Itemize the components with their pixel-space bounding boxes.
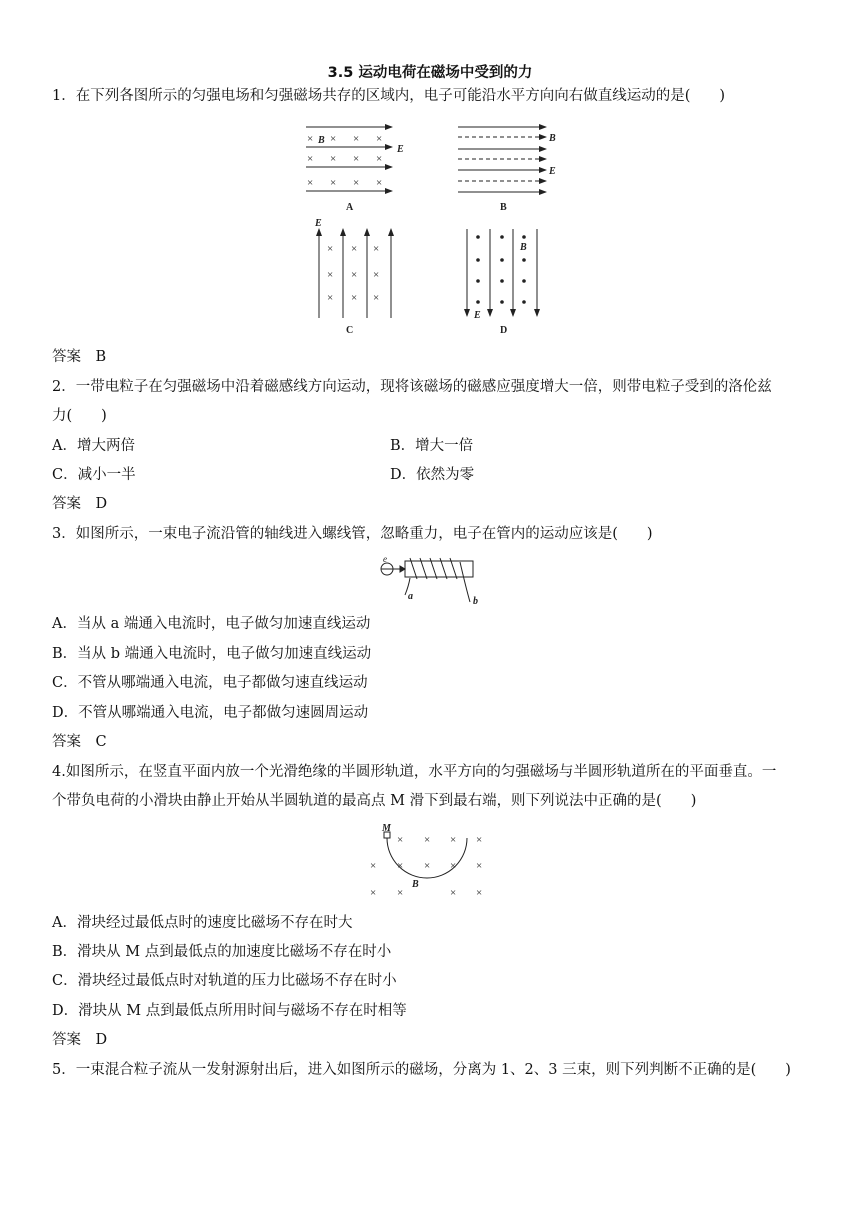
question-2-option-c: C．减小一半: [52, 467, 136, 483]
fig-4-label-b: B: [412, 879, 419, 890]
question-1-answer: 答案 B: [52, 349, 107, 365]
svg-text:×: ×: [450, 834, 457, 846]
svg-text:×: ×: [397, 887, 404, 899]
svg-text:×: ×: [353, 153, 360, 165]
svg-text:×: ×: [397, 834, 404, 846]
svg-text:×: ×: [376, 177, 383, 189]
question-5-stem: 5．一束混合粒子流从一发射源射出后，进入如图所示的磁场，分离为 1、2、3 三束，则下列判断不正确的是( ): [52, 1062, 791, 1078]
svg-text:×: ×: [370, 860, 377, 872]
svg-text:×: ×: [476, 887, 483, 899]
question-2-stem-line-2: 力( ): [52, 408, 107, 424]
question-2-option-d: D．依然为零: [390, 467, 475, 483]
fig-d-symbol-b: B: [520, 242, 527, 253]
svg-text:×: ×: [376, 133, 383, 145]
question-4-option-d: D．滑块从 M 点到最低点所用时间与磁场不存在时相等: [52, 1003, 407, 1019]
fig-3-label-e: e: [383, 554, 387, 564]
question-4-answer: 答案 D: [52, 1032, 108, 1048]
question-1-figures: [0, 115, 860, 345]
fig-c-label: C: [346, 325, 354, 336]
svg-text:×: ×: [424, 834, 431, 846]
svg-text:×: ×: [351, 269, 358, 281]
question-2-stem-line-1: 2．一带电粒子在匀强磁场中沿着磁感线方向运动，现将该磁场的磁感应强度增大一倍，则带电粒子受到的洛伦兹: [52, 379, 772, 395]
fig-a-symbol-e: E: [397, 144, 404, 155]
svg-text:×: ×: [307, 177, 314, 189]
fig-3-label-a: a: [408, 591, 413, 602]
fig-c-symbol-e: E: [315, 218, 322, 229]
svg-text:×: ×: [307, 153, 314, 165]
svg-text:×: ×: [327, 243, 334, 255]
svg-text:×: ×: [330, 153, 337, 165]
question-4-stem-line-1: 4.如图所示，在竖直平面内放一个光滑绝缘的半圆形轨道，水平方向的匀强磁场与半圆形轨道所在的平面垂直。一: [52, 764, 777, 780]
fig-b-symbol-b: B: [549, 133, 556, 144]
question-4-stem-line-2: 个带负电荷的小滑块由静止开始从半圆轨道的最高点 M 滑下到最右端，则下列说法中正确的是( ): [52, 793, 697, 809]
question-3-option-b: B．当从 b 端通入电流时，电子做匀加速直线运动: [52, 646, 372, 662]
fig-b-label: B: [500, 202, 507, 213]
svg-text:×: ×: [351, 243, 358, 255]
svg-text:×: ×: [327, 292, 334, 304]
fig-3-label-b: b: [473, 596, 478, 607]
fig-a-symbol-b: B: [318, 135, 325, 146]
figure-b: [458, 127, 546, 192]
question-3-solenoid-figure: [0, 553, 860, 609]
fig-d-label: D: [500, 325, 508, 336]
svg-text:×: ×: [370, 887, 377, 899]
question-3-option-c: C．不管从哪端通入电流，电子都做匀速直线运动: [52, 675, 368, 691]
svg-text:×: ×: [373, 269, 380, 281]
question-3-answer: 答案 C: [52, 734, 107, 750]
question-3-option-a: A．当从 a 端通入电流时，电子做匀加速直线运动: [52, 616, 371, 632]
svg-text:×: ×: [330, 177, 337, 189]
question-2-option-b: B．增大一倍: [390, 438, 474, 454]
question-3-stem: 3．如图所示，一束电子流沿管的轴线进入螺线管，忽略重力，电子在管内的运动应该是( ): [52, 526, 653, 542]
question-4-option-a: A．滑块经过最低点时的速度比磁场不存在时大: [52, 915, 353, 931]
fig-a-label: A: [346, 202, 354, 213]
svg-text:×: ×: [476, 860, 483, 872]
fig-4-label-m: M: [382, 823, 391, 834]
svg-text:×: ×: [353, 133, 360, 145]
question-4-semicircle-figure: [0, 818, 860, 900]
question-4-option-c: C．滑块经过最低点时对轨道的压力比磁场不存在时小: [52, 973, 397, 989]
svg-text:×: ×: [373, 292, 380, 304]
svg-text:×: ×: [424, 860, 431, 872]
question-4-option-b: B．滑块从 M 点到最低点的加速度比磁场不存在时小: [52, 944, 392, 960]
question-3-option-d: D．不管从哪端通入电流，电子都做匀速圆周运动: [52, 705, 369, 721]
svg-text:×: ×: [450, 860, 457, 872]
svg-text:×: ×: [330, 133, 337, 145]
svg-text:×: ×: [327, 269, 334, 281]
page-title: 3.5 运动电荷在磁场中受到的力: [327, 65, 533, 81]
question-2-answer: 答案 D: [52, 496, 108, 512]
svg-text:×: ×: [373, 243, 380, 255]
svg-text:×: ×: [476, 834, 483, 846]
fig-d-symbol-e: E: [474, 310, 481, 321]
svg-text:×: ×: [376, 153, 383, 165]
svg-text:×: ×: [397, 860, 404, 872]
fig-b-symbol-e: E: [549, 166, 556, 177]
svg-text:×: ×: [353, 177, 360, 189]
svg-text:×: ×: [450, 887, 457, 899]
svg-text:×: ×: [307, 133, 314, 145]
question-2-option-a: A．增大两倍: [52, 438, 135, 454]
svg-text:×: ×: [351, 292, 358, 304]
question-1-stem: 1．在下列各图所示的匀强电场和匀强磁场共存的区域内，电子可能沿水平方向向右做直线运动的是( ): [52, 88, 726, 104]
